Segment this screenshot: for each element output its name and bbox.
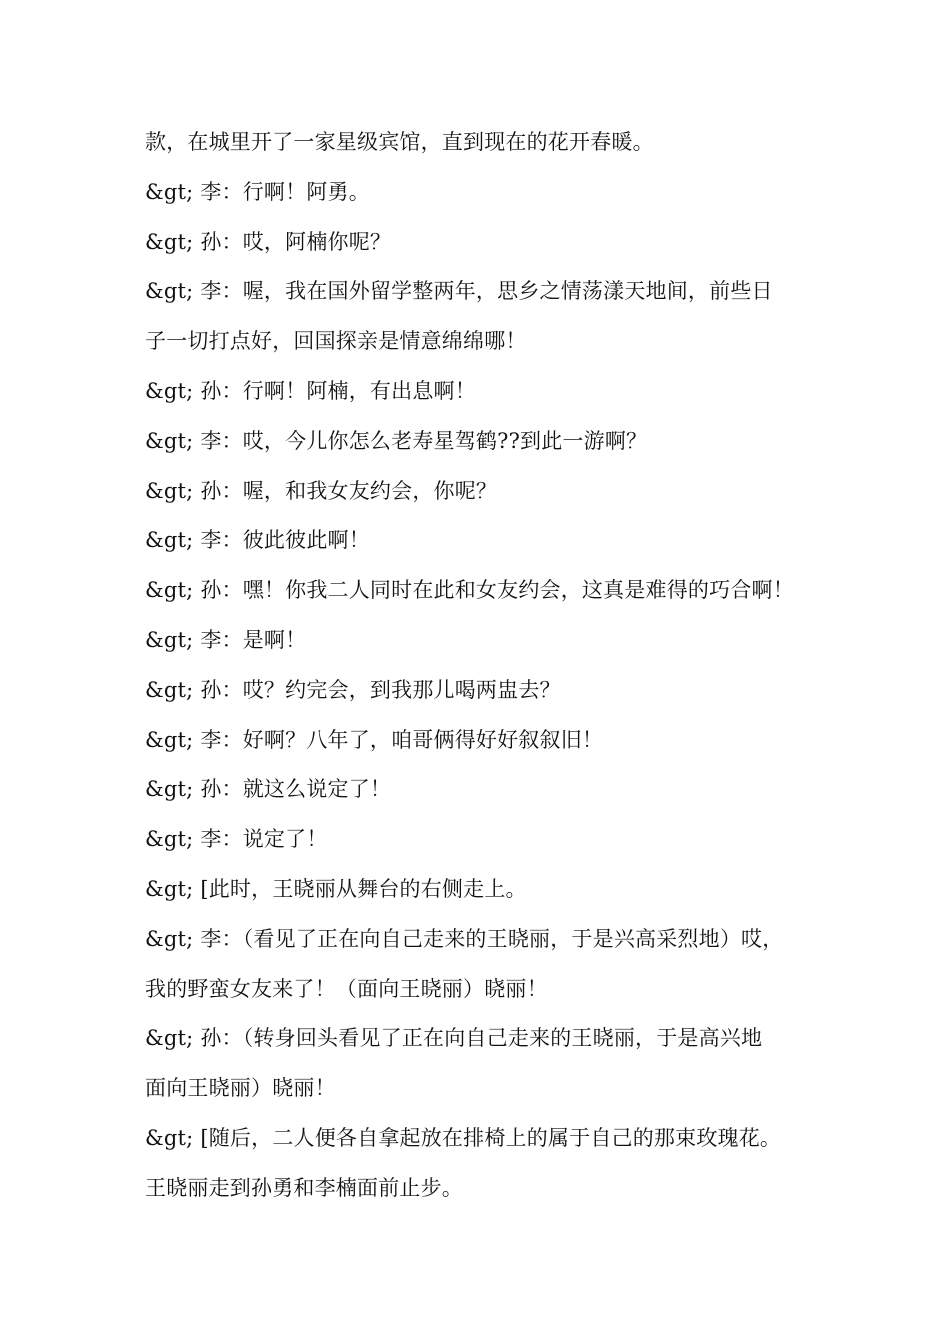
text-line: 我的野蛮女友来了！（面向王晓丽）晓丽！ [145, 976, 548, 1001]
text-line: &gt; 李：（看见了正在向自己走来的王晓丽，于是兴高采烈地）哎， [145, 926, 784, 951]
text-line: 面向王晓丽）晓丽！ [145, 1076, 336, 1101]
text-line: &gt; 李：喔，我在国外留学整两年，思乡之情荡漾天地间，前些日 [145, 279, 773, 304]
text-line: &gt; 李：是啊！ [145, 627, 307, 652]
text-line: &gt; 孙：哎，阿楠你呢？ [145, 229, 392, 254]
text-line: &gt; [随后，二人便各自拿起放在排椅上的属于自己的那束玫瑰花。 [145, 1125, 782, 1150]
text-line: &gt; 李：哎，今儿你怎么老寿星驾鹤??到此一游啊？ [145, 428, 648, 453]
text-line: &gt; 孙：行啊！阿楠，有出息啊！ [145, 378, 476, 403]
text-line: &gt; 孙：哎？约完会，到我那儿喝两盅去？ [145, 677, 561, 702]
text-line: &gt; 李：行啊！阿勇。 [145, 179, 370, 204]
text-line: &gt; [此时，王晓丽从舞台的右侧走上。 [145, 876, 527, 901]
text-line: &gt; 孙：喔，和我女友约会，你呢？ [145, 478, 498, 503]
text-line: &gt; 孙：就这么说定了！ [145, 777, 392, 802]
text-line: &gt; 孙：嘿！你我二人同时在此和女友约会，这真是难得的巧合啊！ [145, 578, 794, 603]
text-line: &gt; 李：好啊？八年了，咱哥俩得好好叙叙旧！ [145, 727, 604, 752]
text-line: 款，在城里开了一家星级宾馆，直到现在的花开春暖。 [145, 130, 654, 154]
text-line: &gt; 李：彼此彼此啊！ [145, 528, 370, 553]
text-line: &gt; 孙：（转身回头看见了正在向自己走来的王晓丽，于是高兴地 [145, 1026, 763, 1051]
text-line: 子一切打点好，回国探亲是情意绵绵哪！ [145, 329, 527, 354]
text-line: &gt; 李：说定了！ [145, 827, 328, 852]
text-line: 王晓丽走到孙勇和李楠面前止步。 [145, 1175, 463, 1200]
document-body [145, 125, 835, 1221]
